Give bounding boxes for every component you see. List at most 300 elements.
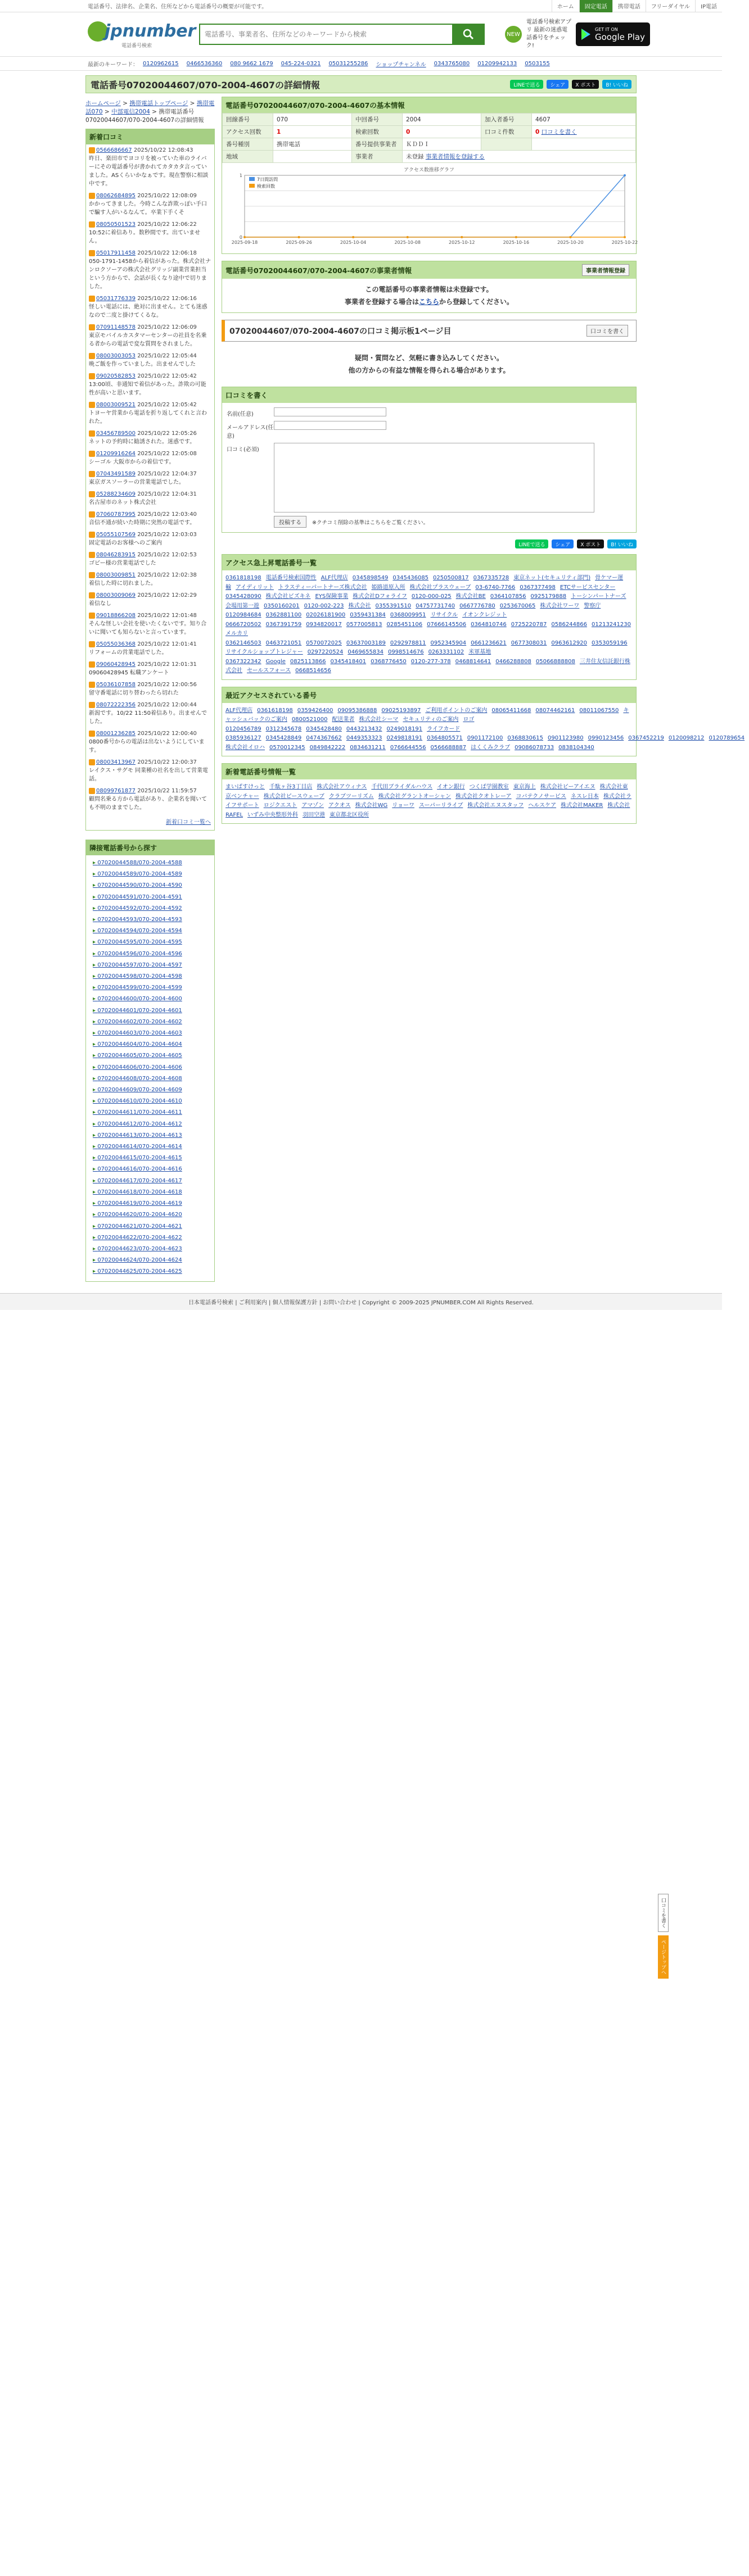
news-link[interactable]: アマゾン	[301, 802, 324, 809]
review-number-link[interactable]: 08046283915	[96, 552, 136, 558]
biz-register-here-link[interactable]: こちら	[418, 298, 439, 306]
recent-link[interactable]: 0312345678	[265, 725, 302, 732]
top-notice: 電話番号、法律名、企業名、住所などから電話番号の概要が可能です。	[88, 4, 268, 10]
access-link[interactable]: 0368776450	[371, 658, 407, 665]
search-button[interactable]	[452, 24, 485, 45]
search-input[interactable]	[199, 24, 452, 45]
access-link[interactable]: 0963612920	[551, 640, 587, 646]
news-link[interactable]: つくば学園教室	[469, 784, 509, 790]
write-review-link[interactable]: 口コミを書く	[541, 129, 577, 135]
access-link[interactable]: 0345418401	[330, 658, 367, 665]
nearby-number-link[interactable]: ▸ 07020044590/070-2004-4590	[86, 880, 214, 891]
access-link[interactable]: 0285451106	[386, 621, 423, 628]
top-nav-freedial[interactable]: フリーダイヤル	[646, 0, 695, 12]
access-link[interactable]: 0345436085	[392, 575, 429, 581]
nearby-number-link[interactable]: ▸ 07020044599/070-2004-4599	[86, 982, 214, 994]
review-text: リフォームの営業電話でした。	[89, 650, 168, 656]
keyword-link[interactable]: 0343765080	[434, 60, 470, 67]
access-link[interactable]: リサイクルショップトレジャー	[225, 649, 303, 655]
access-link[interactable]: 0359431384	[350, 612, 386, 618]
top-nav-home[interactable]: ホーム	[552, 0, 579, 12]
write-comment-button[interactable]: 口コミを書く	[586, 325, 628, 337]
breadcrumb-item[interactable]: ホームページ	[85, 100, 121, 107]
table-cell: 携帯電話	[273, 138, 352, 151]
review-date: 2025/10/22 12:08:43	[133, 147, 193, 153]
review-icon	[89, 572, 95, 578]
table-cell: 番号提供事業者	[352, 138, 403, 151]
register-biz-link[interactable]: 事業者情報を登録する	[425, 153, 485, 160]
nearby-number-link[interactable]: ▸ 07020044623/070-2004-4623	[86, 1244, 214, 1255]
access-link[interactable]: 0362881100	[265, 612, 302, 618]
side-page-top[interactable]: ページトップへ	[658, 1935, 669, 1979]
comments-empty	[222, 347, 637, 381]
recent-link[interactable]: 0449353323	[346, 735, 382, 741]
register-biz-button[interactable]: 事業者情報登録	[582, 264, 629, 276]
recent-link[interactable]: 0345428849	[265, 735, 302, 741]
review-textarea[interactable]	[274, 443, 594, 513]
nearby-number-link[interactable]: ▸ 07020044588/070-2004-4588	[86, 858, 214, 869]
review-text: 名古屋市のネット株式会社	[89, 500, 156, 506]
nearby-number-link[interactable]: ▸ 07020044598/070-2004-4598	[86, 971, 214, 982]
access-link[interactable]: 電話番号検索国際性	[265, 575, 317, 581]
table-cell	[273, 151, 352, 163]
review-number-link[interactable]: 07060787995	[96, 511, 136, 518]
access-link[interactable]: リサイクル	[430, 612, 458, 618]
access-link[interactable]: 株式会社ワーワ	[540, 602, 580, 609]
nearby-number-link[interactable]: ▸ 07020044621/070-2004-4621	[86, 1221, 214, 1232]
news-link[interactable]: 東京海上	[513, 784, 536, 790]
recent-link[interactable]: 株式会社シーマ	[359, 716, 399, 723]
news-link[interactable]: 株式会社MAKER	[561, 802, 603, 809]
access-link[interactable]: 米軍基地	[468, 649, 491, 655]
review-date: 2025/10/22 12:00:40	[137, 731, 197, 737]
access-link[interactable]: 0263331102	[428, 649, 464, 655]
access-link[interactable]: 0250500817	[433, 575, 469, 581]
review-date: 2025/10/22 12:02:29	[137, 592, 197, 598]
access-link[interactable]: 株式会社Dフォライフ	[353, 593, 407, 600]
access-link[interactable]: 07666145506	[427, 621, 467, 628]
review-form-panel	[222, 387, 637, 533]
nearby-number-link[interactable]: ▸ 07020044592/070-2004-4592	[86, 903, 214, 914]
recent-link[interactable]: 0359426400	[297, 707, 333, 714]
review-number-link[interactable]: 08062684895	[96, 193, 136, 199]
review-number-link[interactable]: 08001236285	[96, 731, 136, 737]
news-link[interactable]: 株式会社WG	[355, 802, 388, 809]
footer	[0, 1293, 722, 1310]
nearby-number-link[interactable]: ▸ 07020044594/070-2004-4594	[86, 926, 214, 937]
nearby-number-link[interactable]: ▸ 07020044601/070-2004-4601	[86, 1005, 214, 1017]
top-nav-ip[interactable]: IP電話	[695, 0, 722, 12]
recent-link[interactable]: 09025193897	[381, 707, 421, 714]
email-field[interactable]	[274, 421, 386, 430]
nearby-number-link[interactable]: ▸ 07020044622/070-2004-4622	[86, 1232, 214, 1244]
review-number-link[interactable]: 08099761877	[96, 788, 136, 794]
access-link[interactable]: 0925179888	[530, 593, 567, 600]
nearby-number-link[interactable]: ▸ 07020044618/070-2004-4618	[86, 1187, 214, 1198]
side-write-review[interactable]: 口コミを書く	[658, 1894, 669, 1932]
review-number-link[interactable]: 09020582853	[96, 373, 136, 379]
news-link[interactable]: 羽田空港	[303, 811, 326, 818]
news-link[interactable]: クラブツーリズム	[328, 793, 374, 800]
access-link[interactable]: 0355391510	[375, 602, 412, 609]
review-icon	[89, 641, 95, 647]
basic-info-heading: 電話番号07020044607/070-2004-4607の基本情報	[222, 97, 636, 113]
access-link[interactable]: 0466288808	[495, 658, 531, 665]
nearby-number-link[interactable]: ▸ 07020044603/070-2004-4603	[86, 1028, 214, 1039]
access-link[interactable]: 0570072025	[306, 640, 342, 646]
breadcrumb-item[interactable]: 中部電信2004	[111, 108, 150, 115]
access-link[interactable]: 0120-277-378	[410, 658, 451, 665]
recent-link[interactable]: 0901123980	[548, 735, 584, 741]
review-number-link[interactable]: 08072222356	[96, 702, 136, 708]
access-link[interactable]: 株式会社プラスウェーブ	[409, 584, 471, 591]
access-link[interactable]: 骨ケマー運輸	[225, 575, 624, 591]
access-link[interactable]: 0998514676	[387, 649, 424, 655]
access-link[interactable]: 03-6740-7766	[475, 584, 516, 591]
review-date: 2025/10/22 11:59:57	[137, 788, 197, 794]
access-link[interactable]: 0725220787	[511, 621, 547, 628]
review-date: 2025/10/22 12:04:31	[137, 491, 197, 497]
review-number-link[interactable]: 05031776339	[96, 296, 136, 302]
recent-link[interactable]: 0364805571	[427, 735, 463, 741]
review-date: 2025/10/22 12:06:16	[137, 296, 197, 302]
access-link[interactable]: 03637003189	[346, 640, 386, 646]
review-number-link[interactable]: 05036107858	[96, 682, 136, 688]
access-link[interactable]: ALF代理店	[321, 575, 348, 581]
review-date: 2025/10/22 12:05:44	[137, 353, 197, 359]
access-link[interactable]: 0586244866	[551, 621, 587, 628]
review-number-link[interactable]: 05055036368	[96, 641, 136, 647]
news-link[interactable]: 株式会社グラントオーシャン	[378, 793, 452, 800]
review-number-link[interactable]: 01209916264	[96, 451, 136, 457]
access-link[interactable]: 0345898549	[352, 575, 389, 581]
access-link[interactable]: 0661236621	[471, 640, 507, 646]
hatena-button[interactable]: B! いいね	[602, 80, 631, 89]
recent-link[interactable]: 配送業者	[332, 716, 355, 723]
access-link[interactable]: 04757731740	[416, 602, 455, 609]
review-number-link[interactable]: 05288234609	[96, 491, 136, 497]
recent-link[interactable]: ライフカード	[427, 725, 461, 732]
recent-link[interactable]: 0120456789	[225, 725, 261, 732]
news-link[interactable]: ロジクエスト	[263, 802, 297, 809]
nearby-number-link[interactable]: ▸ 07020044591/070-2004-4591	[86, 892, 214, 903]
recent-link[interactable]: 09086078733	[515, 744, 554, 751]
access-link[interactable]: 0292978811	[390, 640, 426, 646]
nearby-number-link[interactable]: ▸ 07020044619/070-2004-4619	[86, 1198, 214, 1209]
keyword-link[interactable]: 0120962615	[143, 60, 179, 67]
recent-link[interactable]: キャッシュバックのご案内	[225, 707, 629, 723]
access-link[interactable]: トラスティーパートナーズ株式会社	[278, 584, 367, 591]
access-link[interactable]: Google	[265, 658, 286, 665]
access-link[interactable]: 0677308031	[511, 640, 547, 646]
access-link[interactable]: 0350160201	[264, 602, 300, 609]
news-link[interactable]: 千代田ブライダルハウス	[371, 784, 433, 790]
access-link[interactable]: 株式会社ビズキネ	[265, 593, 311, 600]
access-link[interactable]: トーシンパートナーズ	[571, 593, 626, 600]
keyword-link[interactable]: 0466536360	[186, 60, 223, 67]
access-link[interactable]: 02026181900	[306, 612, 346, 618]
submit-button[interactable]: 投稿する	[274, 516, 306, 528]
nearby-number-link[interactable]: ▸ 07020044614/070-2004-4614	[86, 1141, 214, 1153]
review-icon	[89, 451, 95, 457]
news-link[interactable]: いずみ中央整形外科	[247, 811, 299, 818]
news-link[interactable]: 千駄ヶ谷3丁目店	[269, 784, 313, 790]
access-link[interactable]: 三井住友信託銀行株式会社	[225, 658, 630, 674]
access-link[interactable]: 0367377498	[520, 584, 556, 591]
news-link[interactable]: 株式会社クオトレーア	[455, 793, 512, 800]
access-link[interactable]: 株式会社BE	[455, 593, 486, 600]
nearby-number-link[interactable]: ▸ 07020044615/070-2004-4615	[86, 1153, 214, 1164]
recent-link[interactable]: はくくみクラブ	[471, 744, 511, 751]
recent-link[interactable]: 0120098212	[668, 735, 705, 741]
news-link[interactable]: イオン銀行	[437, 784, 465, 790]
recent-link[interactable]: 0849842222	[309, 744, 346, 751]
recent-link[interactable]: 0570012345	[269, 744, 305, 751]
keyword-link[interactable]: 01209942133	[477, 60, 517, 67]
x-post-button[interactable]: X ポスト	[577, 539, 604, 548]
access-link[interactable]: 警察庁	[584, 602, 601, 609]
data-point	[352, 236, 354, 238]
review-item	[86, 509, 214, 529]
news-link[interactable]: 株式会社東京ベンチャー	[225, 784, 628, 800]
access-link[interactable]: 0120984684	[225, 612, 261, 618]
review-text: 東京ガスソーラーの営業電話でした。	[89, 479, 184, 486]
recent-link[interactable]: 0838104340	[558, 744, 594, 751]
logo[interactable]	[88, 18, 196, 51]
recent-link[interactable]: 08011067550	[579, 707, 619, 714]
access-link[interactable]: 0952345904	[430, 640, 467, 646]
access-link[interactable]: 0468814641	[455, 658, 491, 665]
access-link[interactable]: 0367391759	[265, 621, 302, 628]
recent-link[interactable]: ロゴ	[463, 716, 475, 723]
recent-link[interactable]: 08065411668	[491, 707, 531, 714]
app-promo[interactable]	[505, 19, 650, 50]
recent-link[interactable]: ご利用ポイントのご案内	[425, 707, 488, 714]
recent-link[interactable]: セキュリティのご案内	[403, 716, 459, 723]
keyword-link[interactable]: 05031255286	[328, 60, 368, 67]
review-number-link[interactable]: 08003003053	[96, 353, 136, 359]
facebook-share-button[interactable]: シェア	[552, 539, 574, 548]
access-link[interactable]: EYS保険事業	[315, 593, 349, 600]
news-link[interactable]: ヘルスケア	[528, 802, 557, 809]
hatena-button[interactable]: B! いいね	[607, 539, 637, 548]
name-field[interactable]	[274, 407, 386, 416]
news-link[interactable]: まいばすけっと	[225, 784, 265, 790]
line-share-button[interactable]: LINEで送る	[515, 539, 548, 548]
breadcrumb-item[interactable]: 携帯電話トップページ	[129, 100, 188, 107]
nearby-number-link[interactable]: ▸ 07020044612/070-2004-4612	[86, 1119, 214, 1130]
keyword-link[interactable]: 0503155	[525, 60, 550, 67]
access-link[interactable]: 0463721051	[265, 640, 302, 646]
email-row	[227, 421, 631, 439]
review-text: ゴビー様の営業電話でした	[89, 560, 156, 566]
review-number-link[interactable]: 09018866208	[96, 613, 136, 619]
recent-link[interactable]: 0901172100	[467, 735, 503, 741]
access-link[interactable]: イオンクレジット	[462, 612, 507, 618]
access-link[interactable]: 0668514656	[295, 668, 331, 674]
recent-link[interactable]: 0367452219	[628, 735, 664, 741]
access-link[interactable]: セールスフォース	[247, 668, 291, 674]
access-link[interactable]: メルカリ	[225, 631, 248, 637]
nearby-number-link[interactable]: ▸ 07020044610/070-2004-4610	[86, 1096, 214, 1107]
recent-link[interactable]: 0990123456	[588, 735, 624, 741]
access-link[interactable]: 0667776780	[459, 602, 495, 609]
access-link[interactable]: 0666720502	[225, 621, 261, 628]
review-text: 10:52に着信あり。数秒間です。出ていません。	[89, 230, 201, 244]
line-share-button[interactable]: LINEで送る	[510, 80, 543, 89]
access-link[interactable]: 0368009951	[390, 612, 426, 618]
news-link[interactable]: 株式会社エヌスタッフ	[467, 802, 524, 809]
recent-link[interactable]: 株式会社イロハ	[225, 744, 265, 751]
recent-link[interactable]: 0766644556	[390, 744, 426, 751]
review-number-link[interactable]: 08003009521	[96, 402, 136, 408]
review-number-link[interactable]: 07091148578	[96, 324, 136, 330]
recent-link[interactable]: 0345428480	[306, 725, 342, 732]
nearby-number-link[interactable]: ▸ 07020044624/070-2004-4624	[86, 1255, 214, 1266]
access-link[interactable]: 0934820017	[306, 621, 342, 628]
review-icon	[89, 759, 95, 765]
search-count: 0	[403, 126, 481, 138]
access-link[interactable]: 0253670065	[499, 602, 536, 609]
top-nav-mobile[interactable]: 携帯電話	[612, 0, 646, 12]
nearby-number-link[interactable]: ▸ 07020044596/070-2004-4596	[86, 949, 214, 960]
review-number-link[interactable]: 08003009851	[96, 572, 136, 578]
news-link[interactable]: ネスレ日本	[570, 793, 599, 800]
nearby-number-link[interactable]: ▸ 07020044593/070-2004-4593	[86, 914, 214, 926]
recent-link[interactable]: 0834631211	[350, 744, 386, 751]
review-icon	[89, 324, 95, 330]
recent-link[interactable]: ALF代理店	[225, 707, 253, 714]
table-cell: 回線番号	[223, 114, 273, 126]
nearby-number-link[interactable]: ▸ 07020044616/070-2004-4616	[86, 1164, 214, 1175]
news-link[interactable]: 東京都北区役所	[330, 811, 369, 818]
recent-link[interactable]: 0566688887	[430, 744, 467, 751]
review-number-link[interactable]: 05055107569	[96, 532, 136, 538]
review-text: かかってきました。今時こんな詐欺っぽい手口で騙す人がいるなんて。卒業下手くそ	[89, 201, 207, 216]
nearby-number-link[interactable]: ▸ 07020044600/070-2004-4600	[86, 994, 214, 1005]
access-link[interactable]: 01213241230	[592, 621, 631, 628]
recent-link[interactable]: 0385936127	[225, 735, 261, 741]
nearby-number-link[interactable]: ▸ 07020044620/070-2004-4620	[86, 1209, 214, 1221]
review-number-link[interactable]: 03456789500	[96, 430, 136, 437]
nearby-number-link[interactable]: ▸ 07020044597/070-2004-4597	[86, 960, 214, 971]
nearby-number-link[interactable]: ▸ 07020044611/070-2004-4611	[86, 1107, 214, 1118]
review-number-link[interactable]: 09060428945	[96, 661, 136, 668]
access-link[interactable]: 0364107856	[490, 593, 526, 600]
news-link[interactable]: リョーワ	[392, 802, 414, 809]
review-number-link[interactable]: 0566686667	[96, 147, 132, 153]
news-link[interactable]: アクオス	[328, 802, 351, 809]
access-link[interactable]: 株式会社	[348, 602, 371, 609]
breadcrumb-item[interactable]: 携帯電話070	[85, 100, 215, 115]
share-buttons	[510, 80, 631, 89]
top-nav-fixed[interactable]: 固定電話	[579, 0, 612, 12]
review-text: ネットの予約時に勧誘された。迷惑です。	[89, 439, 196, 445]
access-link[interactable]: 0469655834	[348, 649, 383, 655]
access-link[interactable]: 0361818198	[225, 575, 261, 581]
more-reviews-link[interactable]: 新着口コミ一覧へ	[166, 819, 211, 826]
basic-info-table	[222, 113, 636, 163]
access-link[interactable]: 姫路道原入所	[371, 584, 405, 591]
news-link[interactable]: 株式会社RAFEL	[225, 802, 630, 818]
access-link[interactable]: 0364810746	[471, 621, 507, 628]
review-number-link[interactable]: 05017911458	[96, 250, 136, 256]
review-number-link[interactable]: 07043491589	[96, 471, 136, 477]
news-link[interactable]: 株式会社アウィナス	[317, 784, 367, 790]
access-link[interactable]: 0362146503	[225, 640, 261, 646]
news-link[interactable]: 株式会社ビーアイエヌ	[540, 784, 595, 790]
nearby-number-link[interactable]: ▸ 07020044625/070-2004-4625	[86, 1266, 214, 1277]
nearby-number-link[interactable]: ▸ 07020044613/070-2004-4613	[86, 1130, 214, 1141]
news-link[interactable]: コバテクノサービス	[516, 793, 566, 800]
nearby-number-link[interactable]: ▸ 07020044606/070-2004-4606	[86, 1062, 214, 1073]
recent-link[interactable]: 0368830615	[507, 735, 543, 741]
keyword-link[interactable]: 080 9662 1679	[230, 60, 273, 67]
recent-link[interactable]: 09095386888	[337, 707, 377, 714]
access-link[interactable]: アイディリット	[236, 584, 274, 591]
nearby-number-link[interactable]: ▸ 07020044589/070-2004-4589	[86, 869, 214, 880]
keyword-link[interactable]: ショップチャンネル	[376, 61, 426, 68]
review-number-link[interactable]: 08050501523	[96, 221, 136, 228]
news-link[interactable]: スーパーリライブ	[418, 802, 463, 809]
nearby-number-link[interactable]: ▸ 07020044617/070-2004-4617	[86, 1176, 214, 1187]
access-link[interactable]: 0367322342	[225, 658, 261, 665]
access-link[interactable]: 会場用第一遊	[225, 602, 259, 609]
nearby-number-link[interactable]: ▸ 07020044605/070-2004-4605	[86, 1050, 214, 1062]
recent-link[interactable]: 0443213432	[346, 725, 382, 732]
table-cell: 番号種別	[223, 138, 273, 151]
recent-link[interactable]: 0474367662	[306, 735, 342, 741]
nearby-number-link[interactable]: ▸ 07020044608/070-2004-4608	[86, 1073, 214, 1085]
recent-link[interactable]: 08074462161	[535, 707, 575, 714]
recent-link[interactable]: 0800521000	[291, 716, 328, 723]
news-link[interactable]: 株式会社ライフサポート	[225, 793, 631, 809]
access-link[interactable]: ETCサービスセンター	[560, 584, 616, 591]
news-link[interactable]: 株式会社ピースウェーブ	[263, 793, 324, 800]
access-link[interactable]: 0120-002-223	[304, 602, 344, 609]
review-item	[86, 610, 214, 638]
recent-link[interactable]: 0361618198	[257, 707, 293, 714]
recent-link[interactable]: 0120789654	[709, 735, 745, 741]
review-date: 2025/10/22 12:08:09	[137, 193, 197, 199]
keyword-link[interactable]: 045-224-0321	[281, 60, 321, 67]
access-link[interactable]: 0825113866	[290, 658, 326, 665]
top-bar	[0, 0, 722, 12]
access-link[interactable]: 0120-000-025	[411, 593, 452, 600]
review-number-link[interactable]: 08003413967	[96, 759, 136, 765]
nearby-number-link[interactable]: ▸ 07020044602/070-2004-4602	[86, 1017, 214, 1028]
access-link[interactable]: 0297220524	[307, 649, 344, 655]
x-post-button[interactable]: X ポスト	[572, 80, 599, 89]
nearby-number-link[interactable]: ▸ 07020044609/070-2004-4609	[86, 1085, 214, 1096]
nearby-number-link[interactable]: ▸ 07020044595/070-2004-4595	[86, 937, 214, 948]
access-link[interactable]: 東京ネット(セキュリティ部門)	[513, 575, 591, 581]
nearby-number-link[interactable]: ▸ 07020044604/070-2004-4604	[86, 1039, 214, 1050]
review-date: 2025/10/22 12:00:44	[137, 702, 197, 708]
access-link[interactable]: 05066888808	[535, 658, 575, 665]
access-link[interactable]: 0353059196	[592, 640, 628, 646]
review-number-link[interactable]: 08003009069	[96, 592, 136, 598]
review-icon	[89, 661, 95, 668]
recent-link[interactable]: 0249018191	[386, 725, 423, 732]
columns	[85, 97, 745, 1282]
google-play-button[interactable]	[576, 22, 650, 46]
facebook-share-button[interactable]: シェア	[547, 80, 568, 89]
access-link[interactable]: 0345428090	[225, 593, 261, 600]
access-link[interactable]: 0367335728	[473, 575, 509, 581]
recent-link[interactable]: 0249818191	[386, 735, 423, 741]
access-link[interactable]: 0577005813	[346, 621, 382, 628]
